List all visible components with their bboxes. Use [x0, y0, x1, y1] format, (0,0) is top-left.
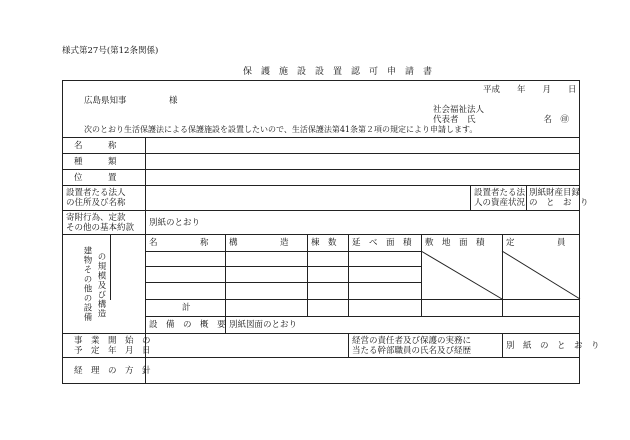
- col-header-capacity: 定 員: [506, 238, 566, 248]
- label-assets-line1: 設置者たる法: [474, 188, 526, 198]
- col-header-floor-area: 延 べ 面 積: [352, 238, 412, 248]
- label-staff-line1: 経営の責任者及び保護の実務に: [352, 336, 472, 346]
- page-title: 保 護 施 設 設 置 認 可 申 請 書: [243, 67, 433, 77]
- applicant-representative: 代表者 氏 名 ㊞: [433, 115, 570, 125]
- col-header-structure: 構 造: [229, 238, 289, 248]
- label-founder-line1: 設置者たる法人: [66, 188, 126, 198]
- label-founder-line2: の住所及び名称: [66, 198, 126, 208]
- col-header-floors: 棟 数: [311, 238, 337, 248]
- label-buildings-col2: の規模及び構造: [96, 252, 106, 319]
- statement-text: 次のとおり生活保護法による保護施設を設置したいので、生活保護法第41条第２項の規定により申請します。: [84, 125, 478, 134]
- label-assets-line2: 人の資産状況: [474, 198, 526, 208]
- label-staff-line2: 当たる幹部職員の氏名及び経歴: [352, 346, 472, 356]
- label-name: 名 称: [74, 141, 117, 151]
- assets-value-line2: の と お り: [529, 198, 589, 208]
- label-total: 計: [182, 303, 191, 313]
- label-start-line1: 事 業 開 始 の: [74, 336, 151, 346]
- label-location: 位 置: [74, 173, 117, 183]
- col-header-name: 名 称: [149, 238, 209, 248]
- facility-summary-value: 別紙図面のとおり: [229, 320, 298, 330]
- label-accounting-policy: 経 理 の 方 針: [74, 366, 151, 376]
- assets-value-line1: 別紙財産目録: [529, 188, 581, 198]
- label-facility-summary: 設 備 の 概 要: [149, 320, 226, 330]
- col-header-site-area: 敷 地 面 積: [425, 238, 485, 248]
- label-buildings-col1: 建物その他の設備: [82, 246, 92, 322]
- label-type: 種 類: [74, 157, 117, 167]
- date-line: 平成 年 月 日: [483, 85, 577, 95]
- label-articles-line1: 寄附行為、定款: [66, 213, 126, 223]
- applicant-org: 社会福祉法人: [433, 105, 485, 115]
- form-number: 様式第27号(第12条関係): [62, 46, 159, 56]
- staff-value: 別 紙 の と お り: [506, 341, 600, 351]
- articles-value: 別紙のとおり: [149, 218, 201, 228]
- label-articles-line2: その他の基本約款: [66, 223, 135, 233]
- addressee: 広島県知事 様: [84, 96, 178, 106]
- label-start-line2: 予 定 年 月 日: [74, 346, 151, 356]
